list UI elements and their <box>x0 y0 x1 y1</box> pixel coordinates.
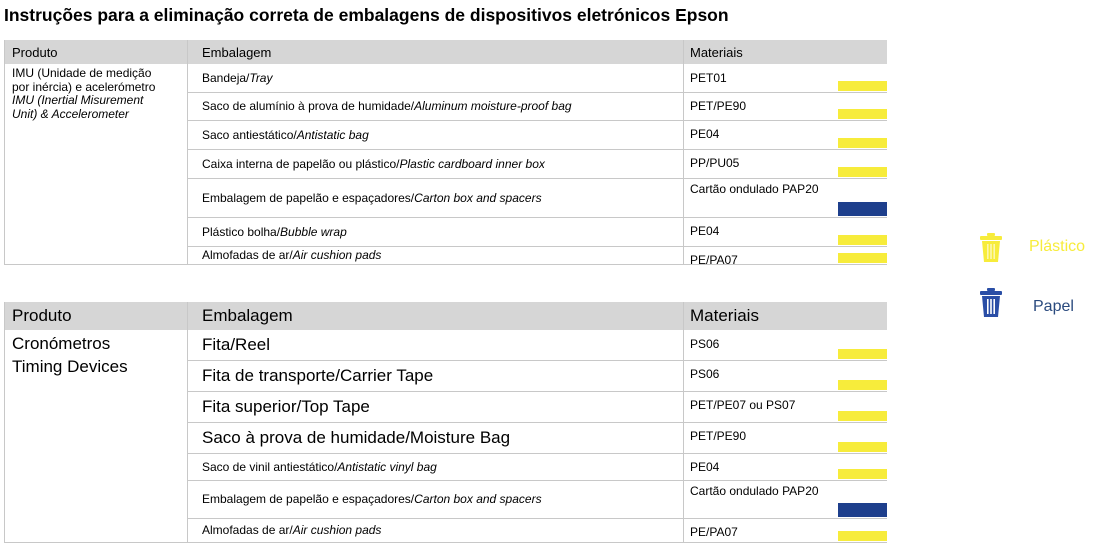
packaging-cell <box>202 330 270 360</box>
packaging-cell <box>202 64 272 92</box>
packaging-name-pt: Saco de vinil antiestático/ <box>202 459 338 474</box>
packaging-name-pt: Fita de transporte/Carrier Tape <box>202 365 434 385</box>
packaging-cell <box>202 360 433 391</box>
packaging-cell <box>202 453 437 480</box>
packaging-name-pt: Saco de alumínio à prova de humidade/ <box>202 99 415 113</box>
legend-label-plastic: Plástico <box>1029 238 1086 255</box>
header-materials: Materiais <box>690 44 743 60</box>
plastic-swatch <box>838 442 887 452</box>
header-materials: Materiais <box>690 306 759 325</box>
product-name-line: por inércia) e acelerómetro <box>12 79 156 94</box>
plastic-swatch <box>838 469 887 479</box>
packaging-cell <box>202 246 381 264</box>
material-code: PE/PA07 <box>690 253 738 267</box>
page-title: Instruções para a eliminação correta de embalagens de dispositivos eletrónicos Epson <box>4 5 729 25</box>
material-code: PET/PE90 <box>690 99 747 113</box>
packaging-name-en: Air cushion pads <box>292 248 382 262</box>
paper-swatch <box>838 503 887 517</box>
material-code: PE04 <box>690 224 720 238</box>
header-packaging: Embalagem <box>202 306 293 325</box>
material-code: PS06 <box>690 367 720 381</box>
packaging-name-en: Antistatic bag <box>296 127 369 142</box>
plastic-swatch <box>838 411 887 421</box>
packaging-name-en: Carton box and spacers <box>414 492 542 506</box>
packaging-name-en: Tray <box>249 71 273 85</box>
packaging-name-pt: Saco antiestático/ <box>202 127 297 142</box>
packaging-name-pt: Almofadas de ar/ <box>202 523 293 537</box>
material-code: PS06 <box>690 337 720 351</box>
product-cell <box>12 332 128 378</box>
plastic-swatch <box>838 349 887 359</box>
product-name-line: Cronómetros <box>12 334 111 353</box>
plastic-swatch <box>838 138 887 148</box>
packaging-name-en: Bubble wrap <box>280 224 347 239</box>
legend-label-paper: Papel <box>1033 298 1074 315</box>
plastic-swatch <box>838 109 887 119</box>
packaging-name-pt: Plástico bolha/ <box>202 224 281 239</box>
plastic-swatch <box>838 81 887 91</box>
imu-packaging-table <box>4 40 887 265</box>
packaging-cell <box>202 120 369 149</box>
packaging-cell <box>202 92 572 120</box>
packaging-name-en: Antistatic vinyl bag <box>337 459 437 474</box>
packaging-name-pt: Fita superior/Top Tape <box>202 396 370 416</box>
material-code: PE04 <box>690 127 720 141</box>
packaging-cell <box>202 178 542 217</box>
packaging-name-pt: Bandeja/ <box>202 71 250 85</box>
plastic-swatch <box>838 253 887 263</box>
packaging-cell <box>202 518 381 542</box>
header-packaging: Embalagem <box>202 44 272 60</box>
material-code: PET01 <box>690 71 727 85</box>
material-code: PP/PU05 <box>690 156 740 170</box>
header-product: Produto <box>12 306 72 325</box>
trash-bin-icon <box>979 288 1003 323</box>
product-name-line: IMU (Unidade de medição <box>12 66 152 80</box>
paper-swatch <box>838 202 887 216</box>
table-header <box>5 40 887 64</box>
header-product: Produto <box>12 44 58 60</box>
packaging-name-pt: Embalagem de papelão e espaçadores/ <box>202 492 415 506</box>
timing-devices-packaging-table <box>4 302 887 543</box>
material-code: PE/PA07 <box>690 525 738 539</box>
material-code: Cartão ondulado PAP20 <box>690 182 819 196</box>
plastic-swatch <box>838 167 887 177</box>
packaging-name-pt: Almofadas de ar/ <box>202 248 293 262</box>
product-cell <box>12 67 155 121</box>
packaging-name-en: Aluminum moisture-proof bag <box>414 99 572 113</box>
packaging-name-en: Air cushion pads <box>292 523 382 537</box>
material-code: PET/PE90 <box>690 429 747 443</box>
material-code: PET/PE07 ou PS07 <box>690 398 796 412</box>
packaging-name-pt: Embalagem de papelão e espaçadores/ <box>202 190 415 205</box>
material-code: PE04 <box>690 460 720 474</box>
packaging-cell <box>202 149 545 178</box>
packaging-name-en: Carton box and spacers <box>414 190 542 205</box>
trash-bin-icon <box>979 233 1003 268</box>
packaging-cell <box>202 480 542 518</box>
packaging-cell <box>202 217 347 246</box>
packaging-name-en: Plastic cardboard inner box <box>399 156 545 171</box>
packaging-name-pt: Caixa interna de papelão ou plástico/ <box>202 156 400 171</box>
table-header <box>5 302 887 330</box>
packaging-name-pt: Fita/Reel <box>202 335 271 354</box>
product-name-line: IMU (Inertial Misurement <box>12 93 144 107</box>
column-divider <box>683 40 684 264</box>
plastic-swatch <box>838 235 887 245</box>
product-name-line: Unit) & Accelerometer <box>12 106 129 121</box>
packaging-cell <box>202 391 370 422</box>
plastic-swatch <box>838 380 887 390</box>
plastic-swatch <box>838 531 887 541</box>
packaging-cell <box>202 422 510 453</box>
material-code: Cartão ondulado PAP20 <box>690 484 819 498</box>
product-name-line: Timing Devices <box>12 357 128 376</box>
packaging-name-pt: Saco à prova de humidade/Moisture Bag <box>202 427 511 447</box>
column-divider <box>187 40 188 264</box>
